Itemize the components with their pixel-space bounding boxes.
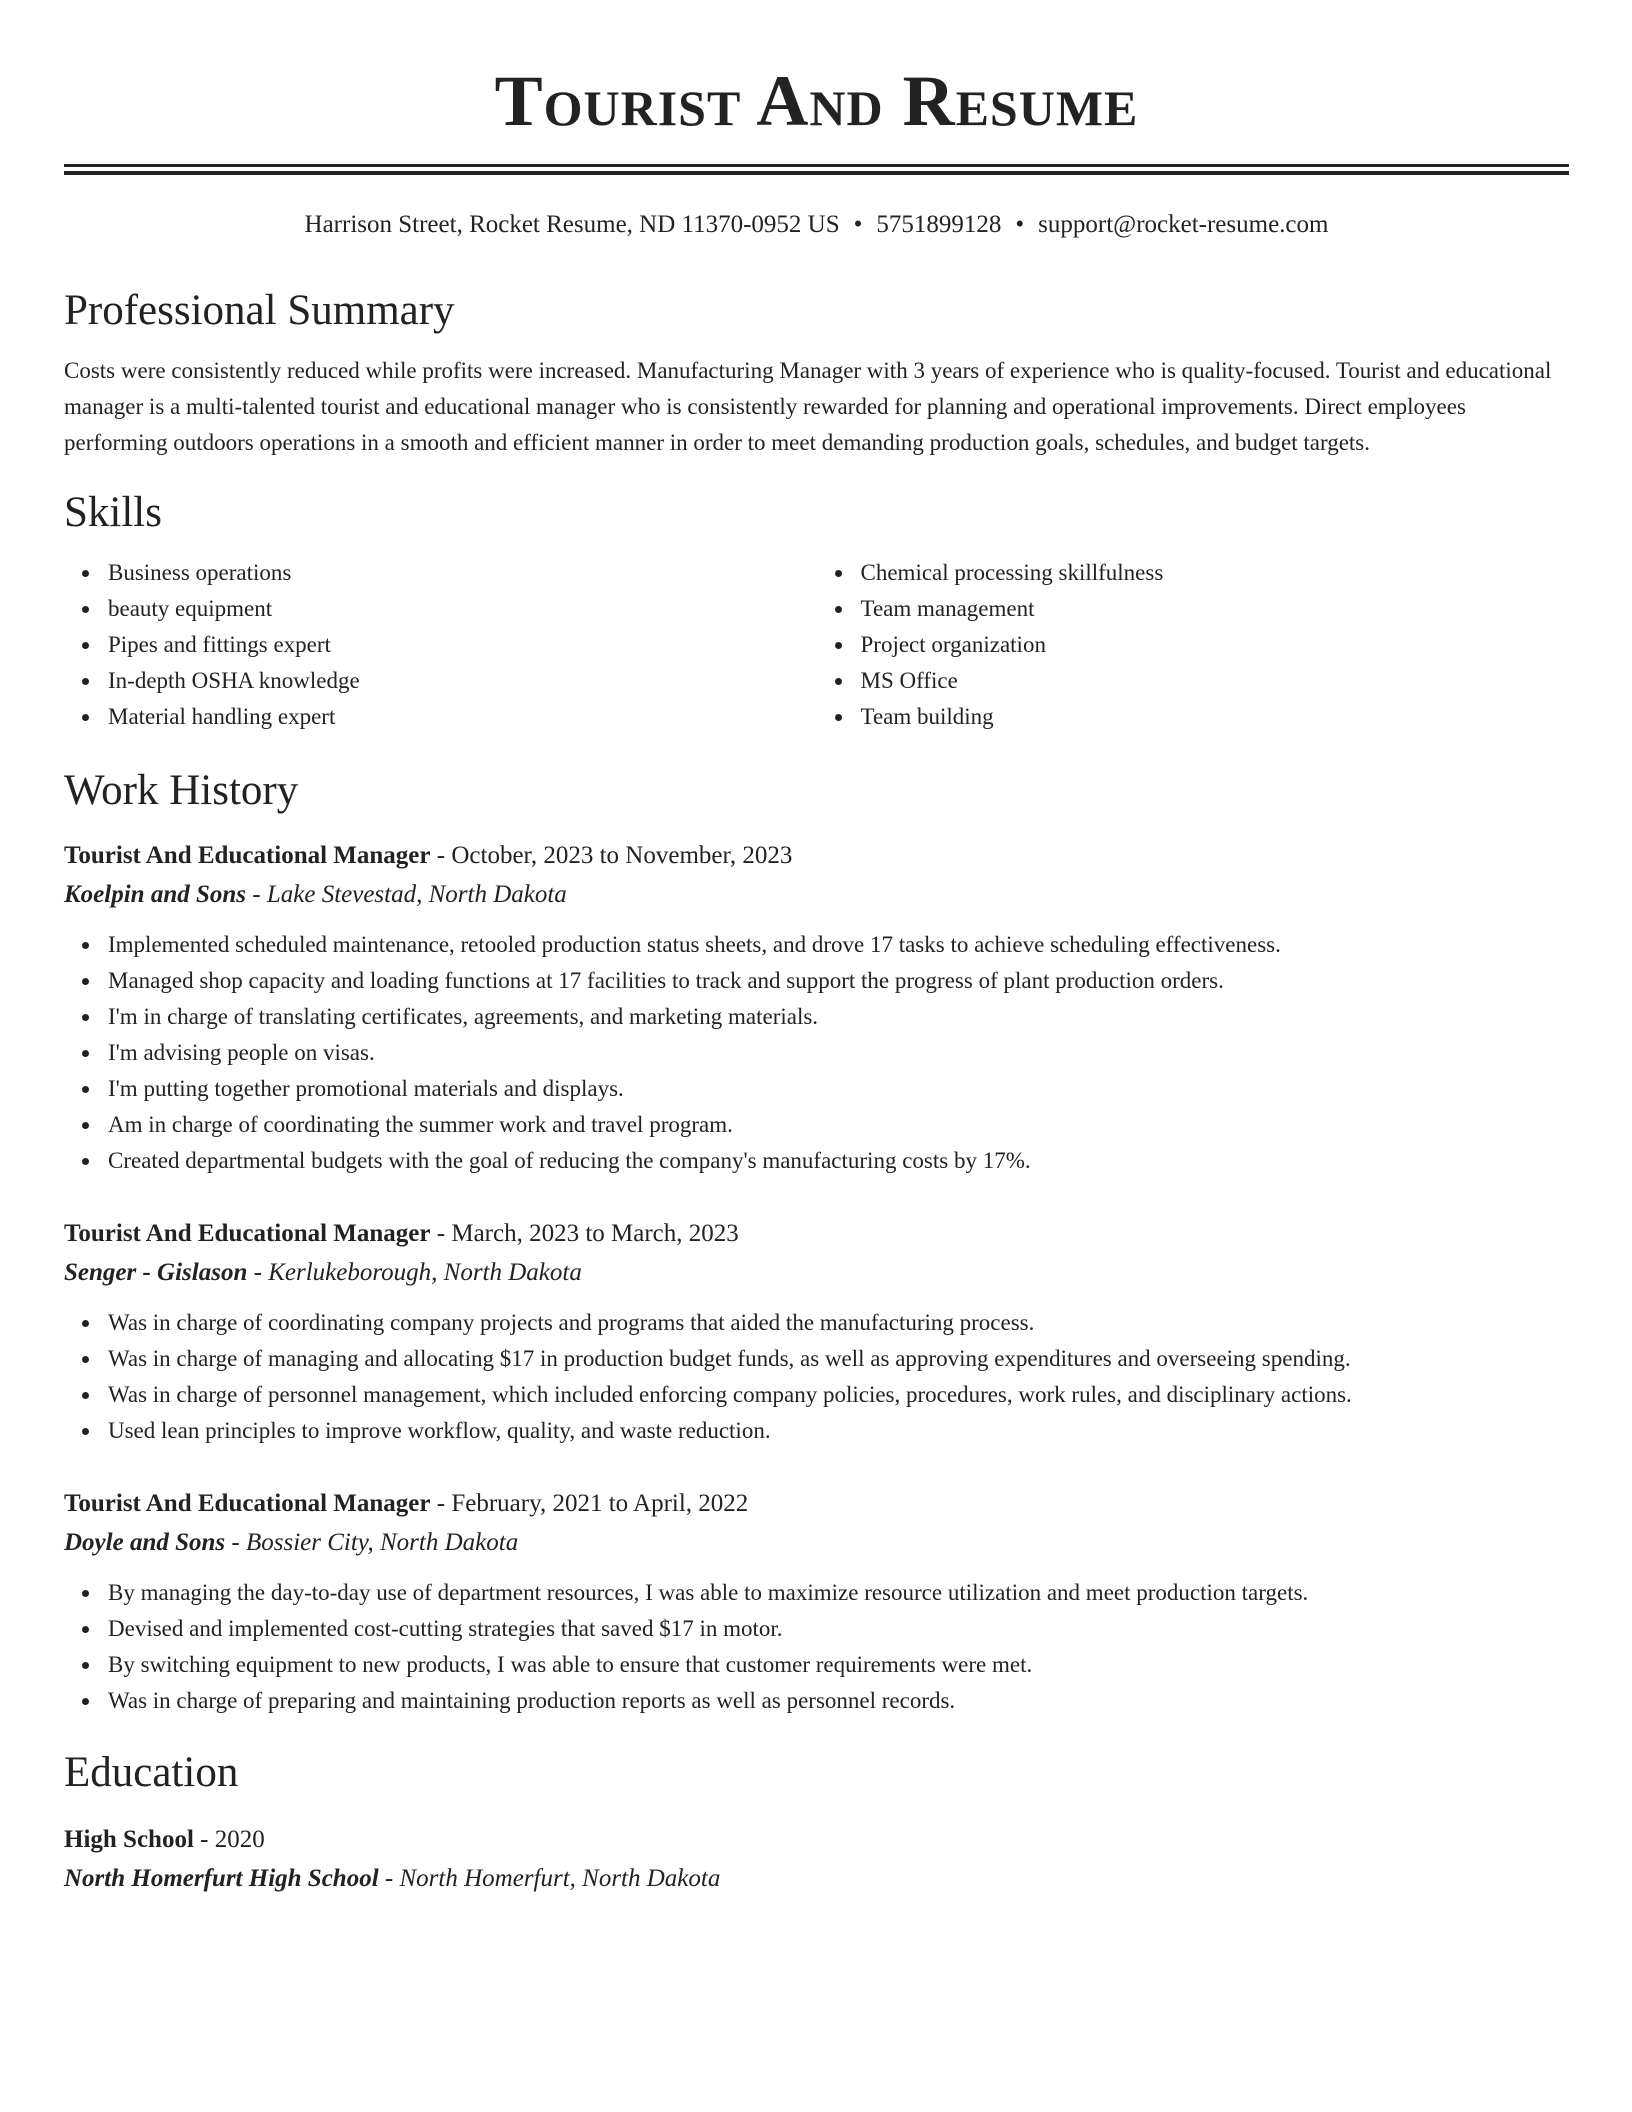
job-bullet: Devised and implemented cost-cutting strategies that saved $17 in motor. (108, 1611, 1569, 1647)
skill-item: Business operations (108, 555, 817, 591)
skill-item: Team building (861, 699, 1570, 735)
job-bullet: Implemented scheduled maintenance, retooled production status sheets, and drove 17 tasks to achieve scheduling effectiveness. (108, 927, 1569, 963)
header-divider (64, 164, 1569, 175)
job-company: Koelpin and Sons (64, 881, 247, 908)
skill-item: Project organization (861, 627, 1570, 663)
job-bullet: I'm putting together promotional materials and displays. (108, 1071, 1569, 1107)
job-company-line: Koelpin and Sons - Lake Stevestad, North Dakota (64, 881, 567, 908)
education-degree: High School (64, 1826, 194, 1853)
job-bullet: Was in charge of preparing and maintaining production reports as well as personnel records. (108, 1683, 1569, 1719)
job-location: Bossier City, North Dakota (245, 1529, 519, 1556)
job-title-line: Tourist And Educational Manager - March, 2023 to March, 2023 (64, 1220, 739, 1247)
job-bullet: I'm advising people on visas. (108, 1035, 1569, 1071)
job-dates: October, 2023 to November, 2023 (451, 842, 793, 869)
job-bullet: Managed shop capacity and loading functions at 17 facilities to track and support the progress of plant production orders. (108, 963, 1569, 999)
skills-column-left (64, 555, 817, 735)
job-bullet: Was in charge of managing and allocating $17 in production budget funds, as well as approving expenditures and overseeing spending. (108, 1341, 1569, 1377)
job-bullet: Was in charge of coordinating company projects and programs that aided the manufacturing process. (108, 1305, 1569, 1341)
job-bullets (64, 1305, 1569, 1449)
contact-separator: • (853, 211, 863, 238)
education-entry (64, 1821, 1569, 1899)
job-bullet: By switching equipment to new products, I was able to ensure that customer requirements were met. (108, 1647, 1569, 1683)
job-location: Lake Stevestad, North Dakota (266, 881, 567, 908)
education-degree-line: High School - 2020 (64, 1826, 265, 1853)
contact-separator: • (1015, 211, 1025, 238)
job-bullet: Am in charge of coordinating the summer work and travel program. (108, 1107, 1569, 1143)
skills-column-right (817, 555, 1570, 735)
job-bullet: Used lean principles to improve workflow, quality, and waste reduction. (108, 1413, 1569, 1449)
job-company: Senger - Gislason (64, 1259, 248, 1286)
skill-item: In-depth OSHA knowledge (108, 663, 817, 699)
job-bullet: Was in charge of personnel management, which included enforcing company policies, procedures, work rules, and disciplinary actions. (108, 1377, 1569, 1413)
resume-page (64, 52, 1569, 1899)
skill-item: Team management (861, 591, 1570, 627)
skill-item: MS Office (861, 663, 1570, 699)
contact-line (64, 209, 1569, 241)
job-company-line: Doyle and Sons - Bossier City, North Dakota (64, 1529, 519, 1556)
education-location: North Homerfurt, North Dakota (399, 1865, 721, 1892)
job-title: Tourist And Educational Manager (64, 842, 431, 869)
job-bullets (64, 1575, 1569, 1719)
education-heading: Education (64, 1749, 239, 1796)
contact-phone: 5751899128 (876, 211, 1002, 238)
work-history-heading: Work History (64, 767, 299, 814)
education-school: North Homerfurt High School (64, 1865, 379, 1892)
job-title: Tourist And Educational Manager (64, 1490, 431, 1517)
job-entry (64, 1485, 1569, 1719)
job-bullet: By managing the day-to-day use of department resources, I was able to maximize resource utilization and meet production targets. (108, 1575, 1569, 1611)
job-entry (64, 1215, 1569, 1449)
job-company-line: Senger - Gislason - Kerlukeborough, North Dakota (64, 1259, 582, 1286)
job-bullets (64, 927, 1569, 1179)
skill-item: Material handling expert (108, 699, 817, 735)
resume-name: Tourist And Resume (494, 61, 1139, 141)
job-title-line: Tourist And Educational Manager - February, 2021 to April, 2022 (64, 1490, 749, 1517)
summary-text: Costs were consistently reduced while profits were increased. Manufacturing Manager with 3 years of experience who is quality-focused. Tourist and educational manager is a multi-talented tourist and educational manager who is consistently rewarded for planning and operational improvements. Direct employees performing outdoors operations in a smooth and efficient manner in order to meet demanding production goals, schedules, and budget targets. (64, 358, 1552, 455)
job-title: Tourist And Educational Manager (64, 1220, 431, 1247)
job-location: Kerlukeborough, North Dakota (268, 1259, 582, 1286)
skills-heading: Skills (64, 489, 162, 536)
job-title-line: Tourist And Educational Manager - October, 2023 to November, 2023 (64, 842, 793, 869)
job-bullet: I'm in charge of translating certificates, agreements, and marketing materials. (108, 999, 1569, 1035)
contact-address: Harrison Street, Rocket Resume, ND 11370-0952 US (304, 211, 840, 238)
summary-heading: Professional Summary (64, 287, 455, 334)
job-dates: February, 2021 to April, 2022 (451, 1490, 749, 1517)
skill-item: beauty equipment (108, 591, 817, 627)
skills-list (64, 555, 1569, 735)
education-year: 2020 (214, 1826, 265, 1853)
job-entry (64, 837, 1569, 1179)
skill-item: Chemical processing skillfulness (861, 555, 1570, 591)
job-bullet: Created departmental budgets with the goal of reducing the company's manufacturing costs by 17%. (108, 1143, 1569, 1179)
job-company: Doyle and Sons (64, 1529, 226, 1556)
contact-email: support@rocket-resume.com (1038, 211, 1329, 238)
skill-item: Pipes and fittings expert (108, 627, 817, 663)
education-school-line: North Homerfurt High School - North Homerfurt, North Dakota (64, 1865, 721, 1892)
job-dates: March, 2023 to March, 2023 (451, 1220, 739, 1247)
